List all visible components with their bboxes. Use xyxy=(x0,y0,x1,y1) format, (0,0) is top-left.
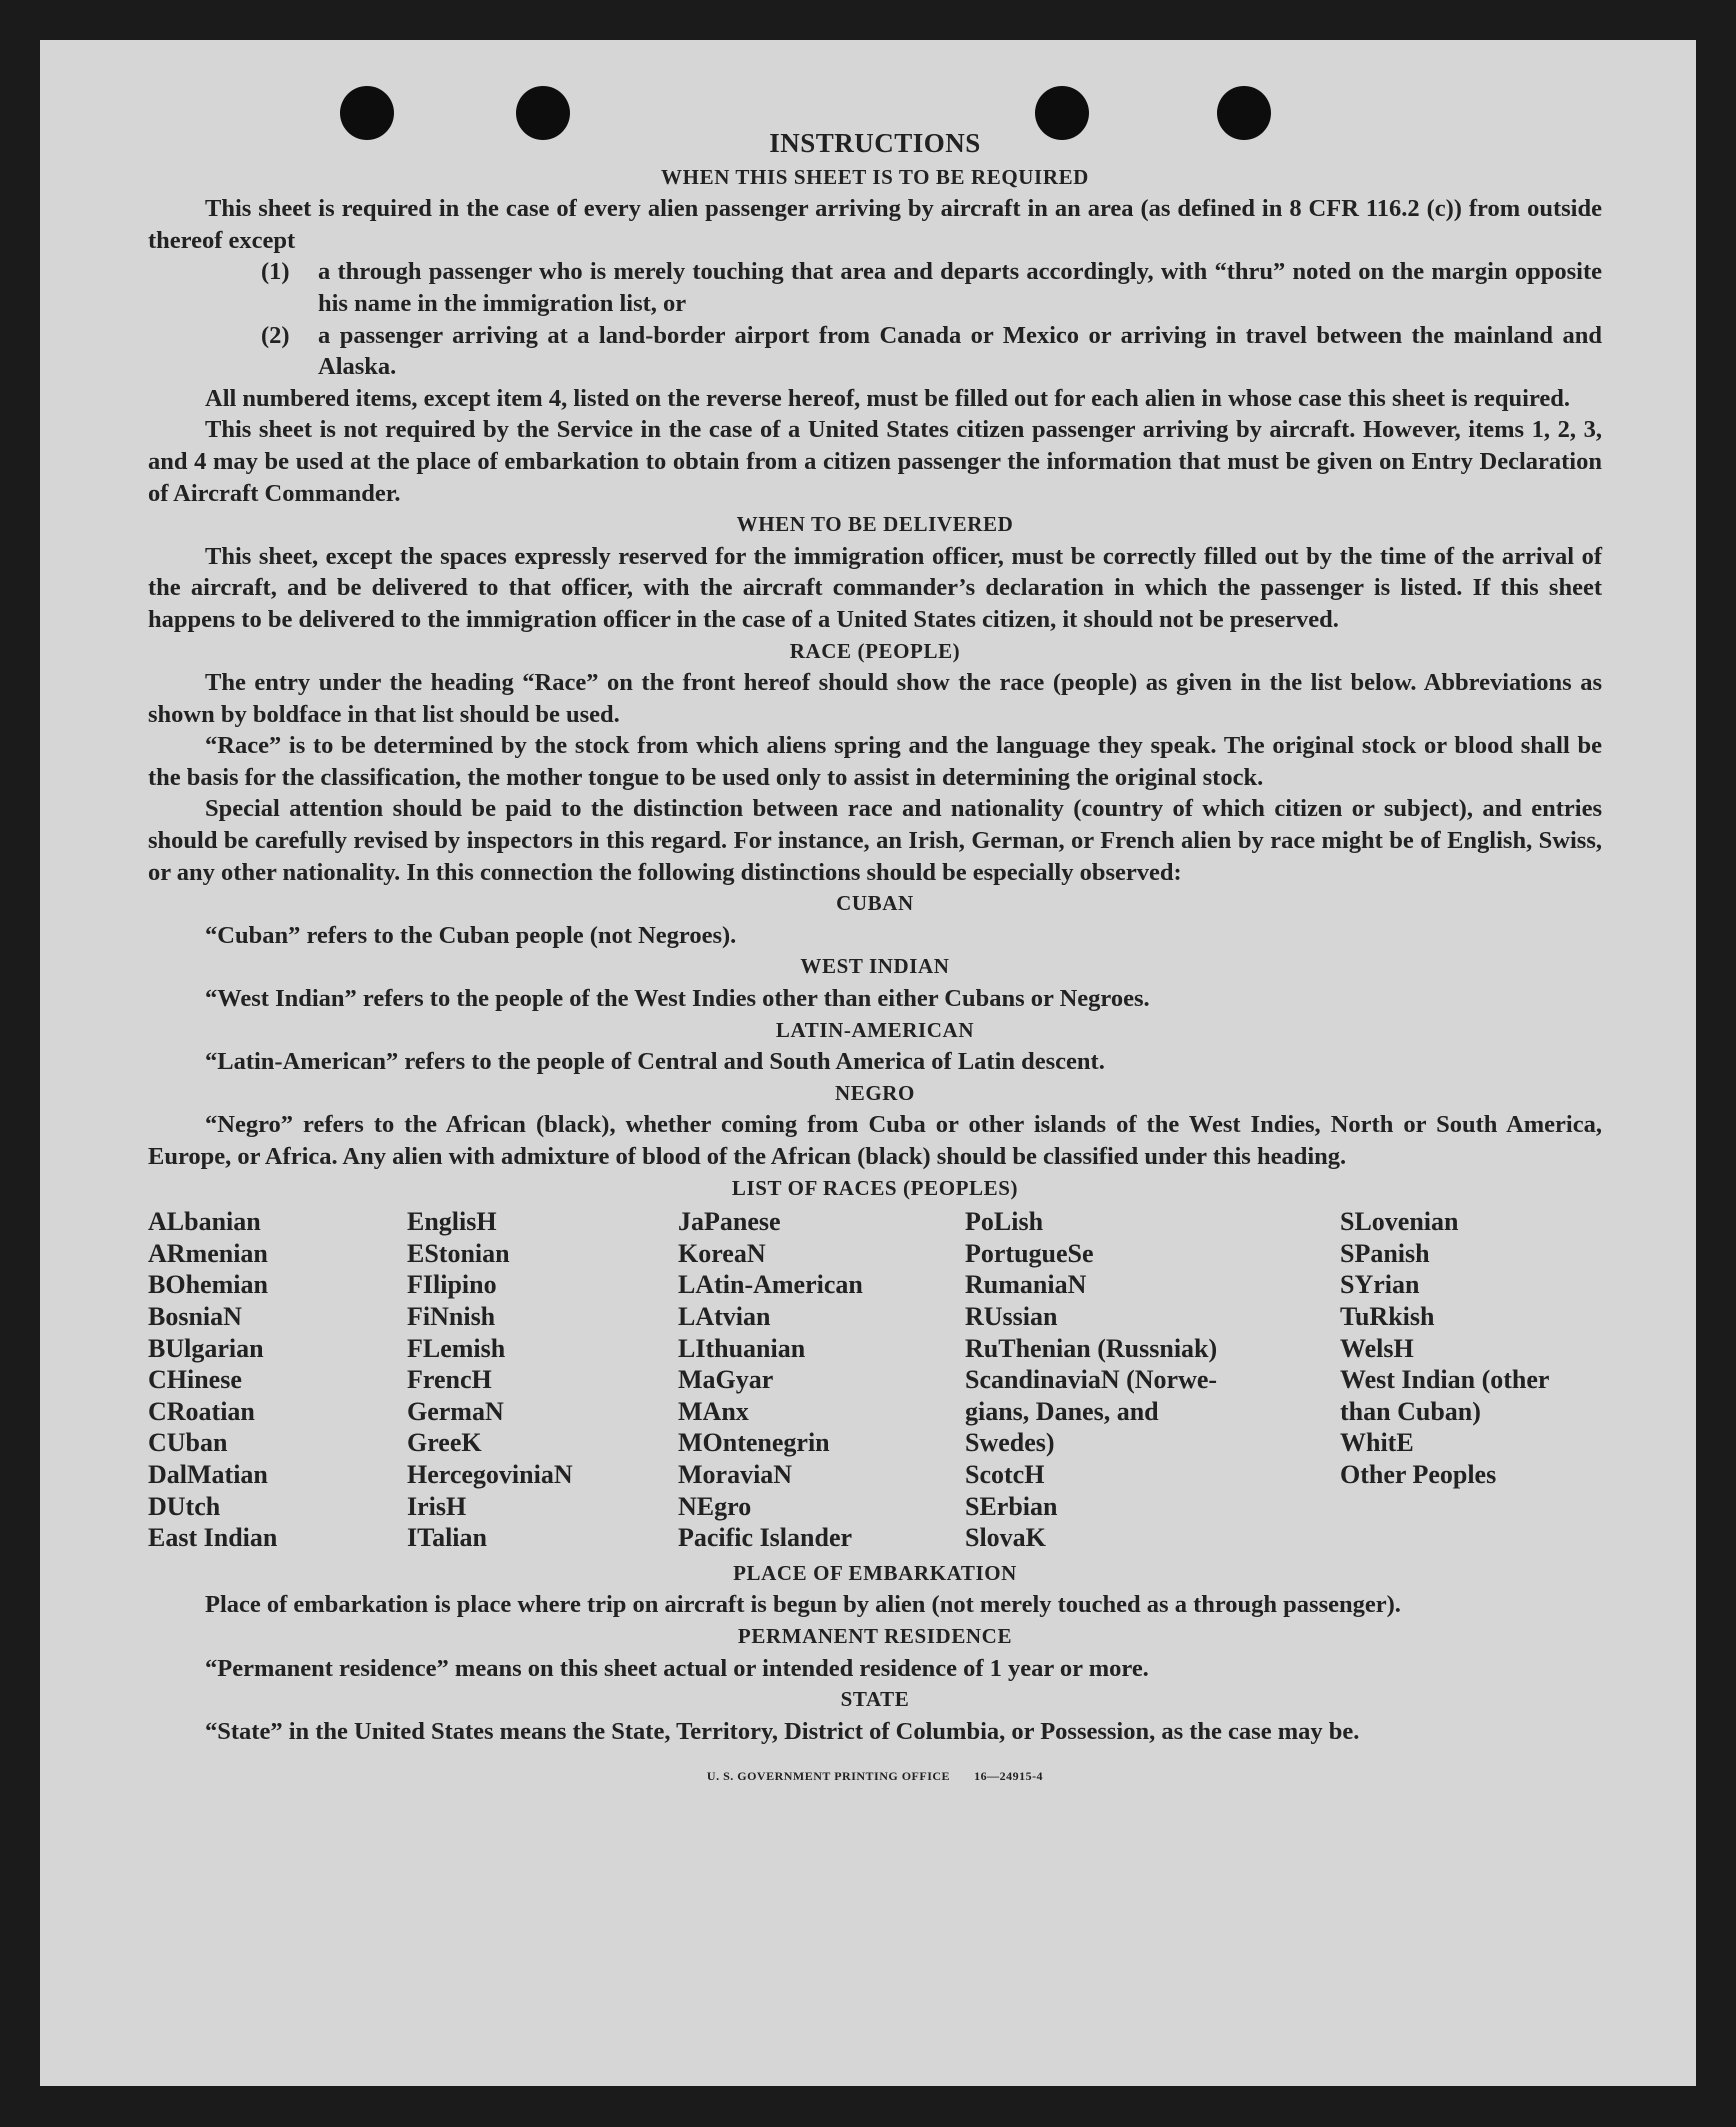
race-entry: PortugueSe xyxy=(965,1238,1094,1268)
item-text: a passenger arriving at a land-border airport from Canada or Mexico or arriving in travel between the mainland and Alaska. xyxy=(318,321,1602,381)
race-entry: SlovaK xyxy=(965,1523,1046,1553)
printer-name: U. S. GOVERNMENT PRINTING OFFICE xyxy=(706,1769,951,1784)
paragraph: The entry under the heading “Race” on the front hereof should show the race (people) as given in the list below. Abbreviations as shown by boldface in that list should be used. xyxy=(148,669,1602,728)
race-entry: NEgro xyxy=(678,1491,752,1521)
section-heading: CUBAN xyxy=(836,891,914,916)
item-number: (1) xyxy=(261,258,290,286)
race-entry: LIthuanian xyxy=(678,1333,806,1363)
paragraph: “Race” is to be determined by the stock from which aliens spring and the language they speak. The original stock or blood shall be the basis for the classification, the mother tongue to be used only to assist in determining the original stock. xyxy=(148,732,1602,791)
race-entry: EStonian xyxy=(407,1238,510,1268)
race-entry: West Indian (other than Cuban) xyxy=(1340,1365,1550,1426)
race-entry: FrencH xyxy=(407,1365,492,1395)
race-entry: ITalian xyxy=(407,1523,487,1553)
page-title: INSTRUCTIONS xyxy=(769,128,981,158)
races-column xyxy=(678,1206,965,1554)
section-heading: PERMANENT RESIDENCE xyxy=(737,1623,1013,1648)
race-entry: RuThenian (Russniak) xyxy=(965,1333,1218,1363)
item-number: (2) xyxy=(261,321,290,349)
section-heading: LIST OF RACES (PEOPLES) xyxy=(731,1175,1019,1200)
race-entry: ScandinaviaN (Norwe- gians, Danes, and Swedes) xyxy=(965,1365,1218,1458)
race-entry: BosniaN xyxy=(148,1301,242,1331)
race-entry: CUban xyxy=(148,1428,228,1458)
paragraph: “Latin-American” refers to the people of Central and South America of Latin descent. xyxy=(205,1048,1105,1076)
paragraph: This sheet, except the spaces expressly reserved for the immigration officer, must be correctly filled out by the time of the arrival of the aircraft, and be delivered to that officer, with the aircraft commander’s declaration in which the passenger is listed. If this sheet happens to be delivered to the immigration officer in the case of a United States citizen, it should not be preserved. xyxy=(148,542,1602,633)
races-column xyxy=(148,1206,407,1554)
section-heading: PLACE OF EMBARKATION xyxy=(733,1560,1017,1585)
race-entry: FiNnish xyxy=(407,1301,496,1331)
item-text: a through passenger who is merely touching that area and departs accordingly, with “thru” noted on the margin opposite his name in the immigration list, or xyxy=(318,258,1602,317)
race-entry: CHinese xyxy=(148,1365,242,1395)
race-entry: JaPanese xyxy=(678,1207,781,1237)
race-entry: GermaN xyxy=(407,1396,504,1426)
race-entry: KoreaN xyxy=(678,1238,766,1268)
race-entry: RumaniaN xyxy=(965,1270,1087,1300)
races-list xyxy=(148,1206,1602,1554)
race-entry: FIlipino xyxy=(407,1270,497,1300)
race-entry: RUssian xyxy=(965,1301,1058,1331)
section-heading: LATIN-AMERICAN xyxy=(775,1017,975,1042)
race-entry: FLemish xyxy=(407,1333,506,1363)
paragraph: “West Indian” refers to the people of the West Indies other than either Cubans or Negroes. xyxy=(205,985,1150,1013)
form-code: 16—24915-4 xyxy=(974,1769,1044,1784)
race-entry: MAnx xyxy=(678,1396,749,1426)
race-entry: SYrian xyxy=(1340,1270,1420,1300)
instructions-content xyxy=(148,128,1602,1793)
race-entry: CRoatian xyxy=(148,1396,255,1426)
race-entry: TuRkish xyxy=(1340,1301,1435,1331)
paragraph: “State” in the United States means the State, Territory, District of Columbia, or Possession, as the case may be. xyxy=(205,1717,1360,1745)
race-entry: WelsH xyxy=(1340,1333,1414,1363)
race-entry: HercegoviniaN xyxy=(407,1459,573,1489)
race-entry: ALbanian xyxy=(148,1207,261,1237)
section-heading: NEGRO xyxy=(834,1080,915,1105)
race-entry: East Indian xyxy=(148,1523,278,1553)
race-entry: MoraviaN xyxy=(678,1459,793,1489)
paragraph: Special attention should be paid to the distinction between race and nationality (country of which citizen or subject), and entries should be carefully revised by inspectors in this regard. For instance, an Irish, German, or French alien by race might be of English, Swiss, or any other nationality. In this connection the following distinctions should be especially observed: xyxy=(148,795,1602,886)
section-heading: WHEN THIS SHEET IS TO BE REQUIRED xyxy=(661,164,1089,189)
section-heading: WEST INDIAN xyxy=(800,954,950,979)
race-entry: WhitE xyxy=(1340,1428,1414,1458)
race-entry: LAtvian xyxy=(678,1301,771,1331)
paragraph: All numbered items, except item 4, listed on the reverse hereof, must be filled out for each alien in whose case this sheet is required. xyxy=(205,384,1571,412)
races-column xyxy=(1340,1206,1602,1554)
paragraph: This sheet is required in the case of every alien passenger arriving by aircraft in an area (as defined in 8 CFR 116.2 (c)) from outside thereof except xyxy=(148,195,1602,254)
race-entry: GreeK xyxy=(407,1428,482,1458)
race-entry: BUlgarian xyxy=(148,1333,264,1363)
printer-imprint xyxy=(148,1761,1602,1793)
paragraph: “Negro” refers to the African (black), whether coming from Cuba or other islands of the West Indies, North or South America, Europe, or Africa. Any alien with admixture of blood of the African (black) should be classified under this heading. xyxy=(148,1111,1602,1170)
race-entry: DUtch xyxy=(148,1491,221,1521)
section-heading: STATE xyxy=(840,1687,910,1712)
race-entry: LAtin-American xyxy=(678,1270,863,1300)
section-heading: WHEN TO BE DELIVERED xyxy=(736,512,1014,537)
list-item xyxy=(148,256,1602,319)
race-entry: DalMatian xyxy=(148,1459,268,1489)
races-column xyxy=(965,1206,1340,1554)
races-column xyxy=(407,1206,678,1554)
race-entry: MOntenegrin xyxy=(678,1428,830,1458)
race-entry: PoLish xyxy=(965,1207,1044,1237)
race-entry: SErbian xyxy=(965,1491,1058,1521)
section-heading: RACE (PEOPLE) xyxy=(789,638,961,663)
race-entry: IrisH xyxy=(407,1491,467,1521)
list-item xyxy=(148,320,1602,383)
race-entry: EnglisH xyxy=(407,1207,497,1237)
race-entry: ARmenian xyxy=(148,1238,268,1268)
race-entry: BOhemian xyxy=(148,1270,268,1300)
paragraph: Place of embarkation is place where trip on aircraft is begun by alien (not merely touched as a through passenger). xyxy=(205,1591,1401,1619)
race-entry: Pacific Islander xyxy=(678,1523,853,1553)
paragraph: “Permanent residence” means on this sheet actual or intended residence of 1 year or more. xyxy=(205,1654,1149,1682)
race-entry: ScotcH xyxy=(965,1459,1045,1489)
race-entry: Other Peoples xyxy=(1340,1459,1497,1489)
race-entry: MaGyar xyxy=(678,1365,774,1395)
race-entry: SLovenian xyxy=(1340,1207,1459,1237)
race-entry: SPanish xyxy=(1340,1238,1430,1268)
paragraph: This sheet is not required by the Service in the case of a United States citizen passenger arriving by aircraft. However, items 1, 2, 3, and 4 may be used at the place of embarkation to obtain from a citizen passenger the information that must be given on Entry Declaration of Aircraft Commander. xyxy=(148,416,1602,507)
paragraph: “Cuban” refers to the Cuban people (not Negroes). xyxy=(205,921,737,949)
